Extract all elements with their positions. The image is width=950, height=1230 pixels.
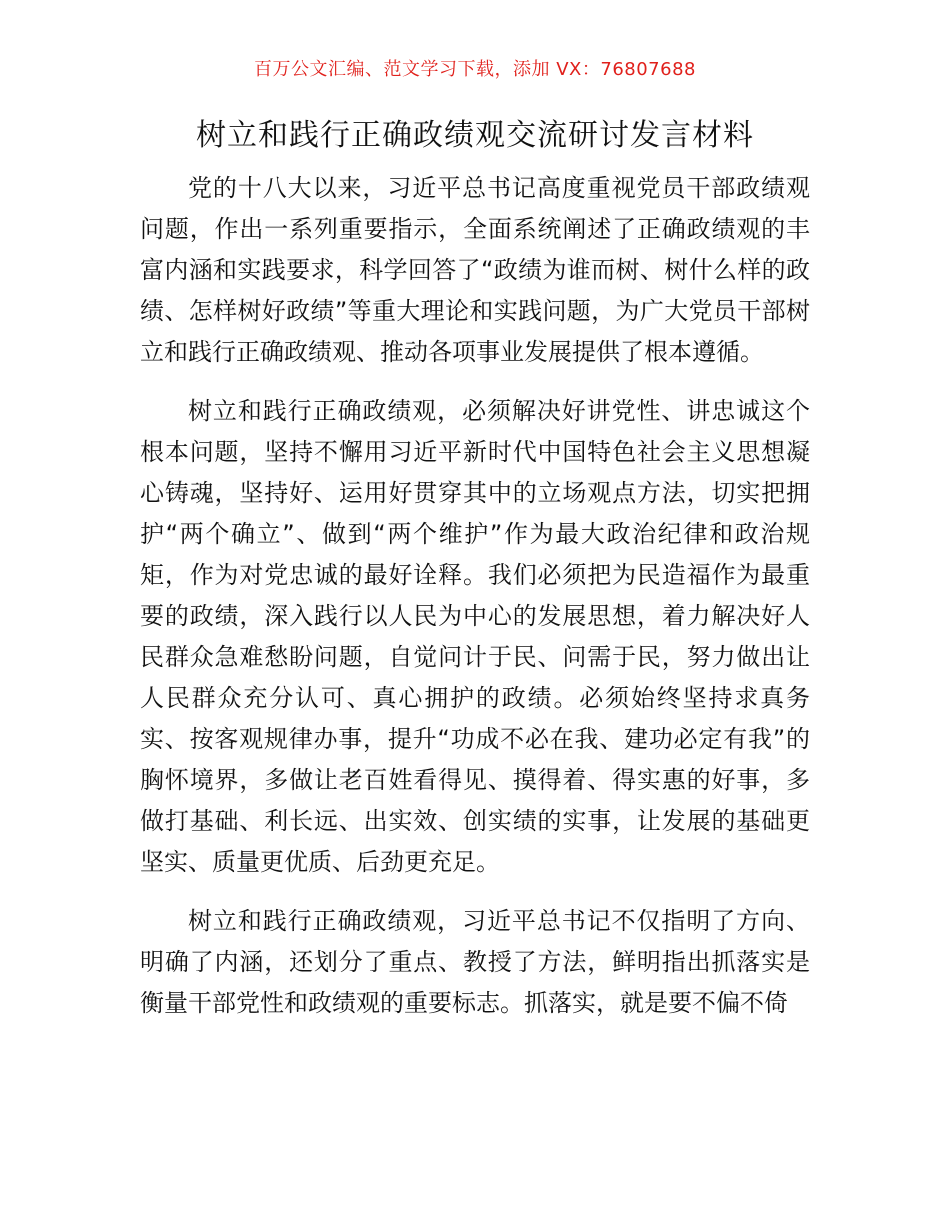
paragraph-3: 树立和践行正确政绩观，习近平总书记不仅指明了方向、明确了内涵，还划分了重点、教授了方法，鲜明指出抓落实是衡量干部党性和政绩观的重要标志。抓落实，就是要不偏不倚 — [140, 907, 810, 1017]
document-title: 树立和践行正确政绩观交流研讨发言材料 — [196, 118, 754, 153]
header-banner: 百万公文汇编、范文学习下载，添加 VX：76807688 — [254, 59, 696, 80]
paragraph-2: 树立和践行正确政绩观，必须解决好讲党性、讲忠诚这个根本问题，坚持不懈用习近平新时代中国特色社会主义思想凝心铸魂，坚持好、运用好贯穿其中的立场观点方法，切实把拥护“两个确立”、做到“两个维护”作为最大政治纪律和政治规矩，作为对党忠诚的最好诠释。我们必须把为民造福作为最重要的政绩，深入践行以人民为中心的发展思想，着力解决好人民群众急难愁盼问题，自觉问计于民、问需于民，努力做出让人民群众充分认可、真心拥护的政绩。必须始终坚持求真务实、按客观规律办事，提升“功成不必在我、建功必定有我”的胸怀境界，多做让老百姓看得见、摸得着、得实惠的好事，多做打基础、利长远、出实效、创实绩的实事，让发展的基础更坚实、质量更优质、后劲更充足。 — [140, 397, 810, 876]
document-body — [140, 168, 810, 1042]
paragraph-1: 党的十八大以来，习近平总书记高度重视党员干部政绩观问题，作出一系列重要指示，全面系统阐述了正确政绩观的丰富内涵和实践要求，科学回答了“政绩为谁而树、树什么样的政绩、怎样树好政绩”等重大理论和实践问题，为广大党员干部树立和践行正确政绩观、推动各项事业发展提供了根本遵循。 — [140, 174, 810, 366]
